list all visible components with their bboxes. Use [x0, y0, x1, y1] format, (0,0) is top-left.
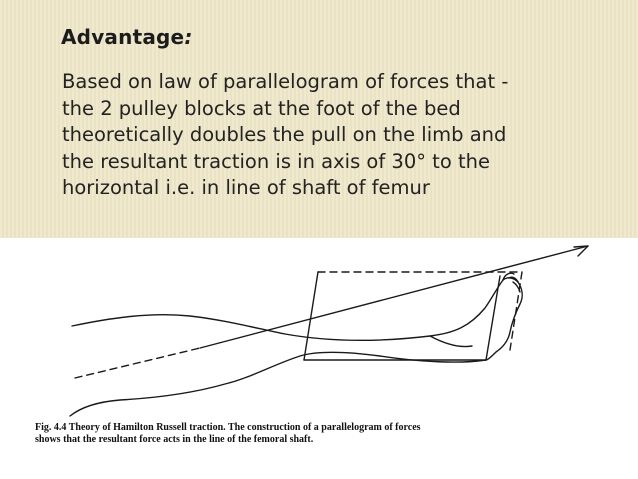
heading-colon: : — [184, 25, 193, 49]
body-line: the 2 pulley blocks at the foot of the bed — [62, 96, 461, 120]
body-line: the resultant traction is in axis of 30° to the — [62, 149, 490, 173]
caption-line: shows that the resultant force acts in the line of the femoral shaft. — [35, 434, 314, 445]
figure-caption — [35, 422, 635, 446]
heading-text: Advantage — [61, 25, 185, 49]
femoral-axis-dashed — [75, 348, 200, 378]
leg-lower-contour — [70, 352, 486, 416]
leg-upper-contour — [72, 280, 503, 340]
body-line: Based on law of parallelogram of forces that - — [62, 70, 509, 93]
toes-outline — [503, 273, 520, 292]
body-line: theoretically doubles the pull on the limb and — [62, 123, 507, 146]
slide-heading — [61, 25, 193, 49]
body-paragraph — [62, 69, 622, 202]
parallelogram-bottom-edge — [304, 276, 500, 360]
resultant-force-line — [200, 246, 588, 348]
foot-outline — [486, 278, 522, 360]
body-line: horizontal i.e. in line of shaft of femur — [62, 176, 430, 199]
caption-line: Fig. 4.4 Theory of Hamilton Russell traction. The construction of a parallelogram of forces — [35, 422, 421, 433]
calf-contour — [430, 336, 472, 347]
parallelogram-left-edge — [304, 272, 318, 360]
